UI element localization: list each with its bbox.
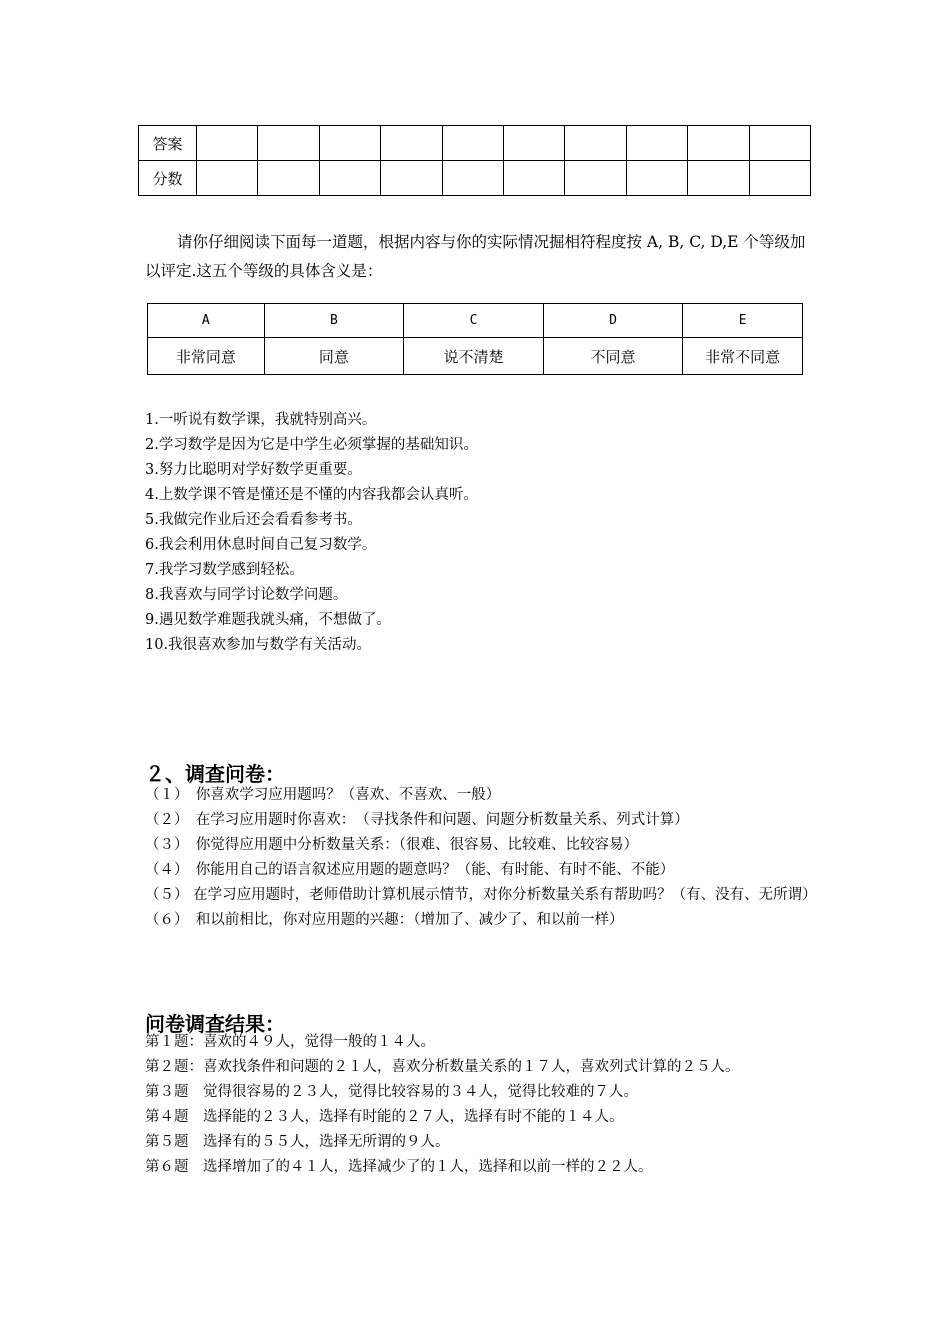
result-item: 第６题 选择增加了的４１人，选择减少了的１人，选择和以前一样的２２人。: [145, 1159, 653, 1175]
answer-score-table: [138, 125, 811, 196]
results-heading: 问卷调查结果：: [145, 1012, 285, 1036]
statement-item: 5.我做完作业后还会看看参考书。: [145, 512, 362, 528]
grade-meanings-row: [148, 338, 803, 375]
answer-cell: [258, 126, 319, 161]
answer-cell: [503, 126, 564, 161]
score-cell: [442, 161, 503, 196]
survey-question: （４） 你能用自己的语言叙述应用题的题意吗？（能、有时能、有时不能、不能）: [145, 862, 675, 878]
survey-question: （３） 你觉得应用题中分析数量关系：（很难、很容易、比较难、比较容易）: [145, 837, 638, 853]
result-item: 第１题：喜欢的４９人，觉得一般的１４人。: [145, 1034, 435, 1050]
score-cell: [626, 161, 687, 196]
answer-cell: [749, 126, 810, 161]
result-item: 第５题 选择有的５５人，选择无所谓的９人。: [145, 1134, 450, 1150]
survey-question: （１） 你喜欢学习应用题吗？（喜欢、不喜欢、一般）: [145, 787, 501, 803]
statement-item: 7.我学习数学感到轻松。: [145, 562, 304, 578]
statement-item: 4.上数学课不管是懂还是不懂的内容我都会认真听。: [145, 487, 478, 503]
grade-meaning: 非常同意: [148, 338, 265, 375]
answer-cell: [319, 126, 380, 161]
result-item: 第３题 觉得很容易的２３人，觉得比较容易的３４人，觉得比较难的７人。: [145, 1084, 638, 1100]
survey-question: （２） 在学习应用题时你喜欢： （寻找条件和问题、问题分析数量关系、列式计算）: [145, 812, 689, 828]
answer-cell: [197, 126, 258, 161]
score-cell: [381, 161, 442, 196]
answer-cell: [565, 126, 626, 161]
grade-meaning: 不同意: [543, 338, 683, 375]
answer-row: [139, 126, 811, 161]
grade-letter: C: [404, 304, 544, 338]
survey-question: （６） 和以前相比，你对应用题的兴趣：（增加了、减少了、和以前一样）: [145, 912, 624, 928]
grade-definition-table: [147, 303, 803, 375]
result-item: 第２题：喜欢找条件和问题的２１人，喜欢分析数量关系的１７人，喜欢列式计算的２５人。: [145, 1059, 740, 1075]
statement-item: 10.我很喜欢参加与数学有关活动。: [145, 637, 372, 653]
score-cell: [503, 161, 564, 196]
grade-letter: D: [543, 304, 683, 338]
statement-list: [145, 408, 478, 658]
answer-cell: [688, 126, 749, 161]
answer-cell: [381, 126, 442, 161]
statement-item: 1.一听说有数学课，我就特别高兴。: [145, 412, 377, 428]
statement-item: 6.我会利用休息时间自己复习数学。: [145, 537, 377, 553]
statement-item: 3.努力比聪明对学好数学更重要。: [145, 462, 362, 478]
score-cell: [258, 161, 319, 196]
grade-meaning: 非常不同意: [683, 338, 803, 375]
grade-letter: E: [683, 304, 803, 338]
answer-row-label: 答案: [139, 126, 197, 161]
grade-letters-row: [148, 304, 803, 338]
answer-cell: [626, 126, 687, 161]
statement-item: 9.遇见数学难题我就头痛，不想做了。: [145, 612, 391, 628]
statement-item: 2.学习数学是因为它是中学生必须掌握的基础知识。: [145, 437, 478, 453]
score-row-label: 分数: [139, 161, 197, 196]
score-cell: [749, 161, 810, 196]
grade-meaning: 同意: [264, 338, 404, 375]
results-list: [145, 1030, 740, 1180]
survey-question-list: [145, 783, 835, 933]
grade-meaning: 说不清楚: [404, 338, 544, 375]
grade-letter: B: [264, 304, 404, 338]
statement-item: 8.我喜欢与同学讨论数学问题。: [145, 587, 348, 603]
score-cell: [565, 161, 626, 196]
survey-heading: ２、调查问卷：: [145, 762, 285, 786]
score-cell: [688, 161, 749, 196]
survey-question: （５） 在学习应用题时，老师借助计算机展示情节，对你分析数量关系有帮助吗？（有、没有、无所谓）: [145, 887, 817, 903]
answer-cell: [442, 126, 503, 161]
score-row: [139, 161, 811, 196]
score-cell: [319, 161, 380, 196]
instructions-paragraph: 请你仔细阅读下面每一道题，根据内容与你的实际情况掘相符程度按 A, B, C, D,E 个等级加以评定.这五个等级的具体含义是：: [145, 233, 806, 280]
score-cell: [197, 161, 258, 196]
grade-letter: A: [148, 304, 265, 338]
result-item: 第４题 选择能的２３人，选择有时能的２７人，选择有时不能的１４人。: [145, 1109, 624, 1125]
